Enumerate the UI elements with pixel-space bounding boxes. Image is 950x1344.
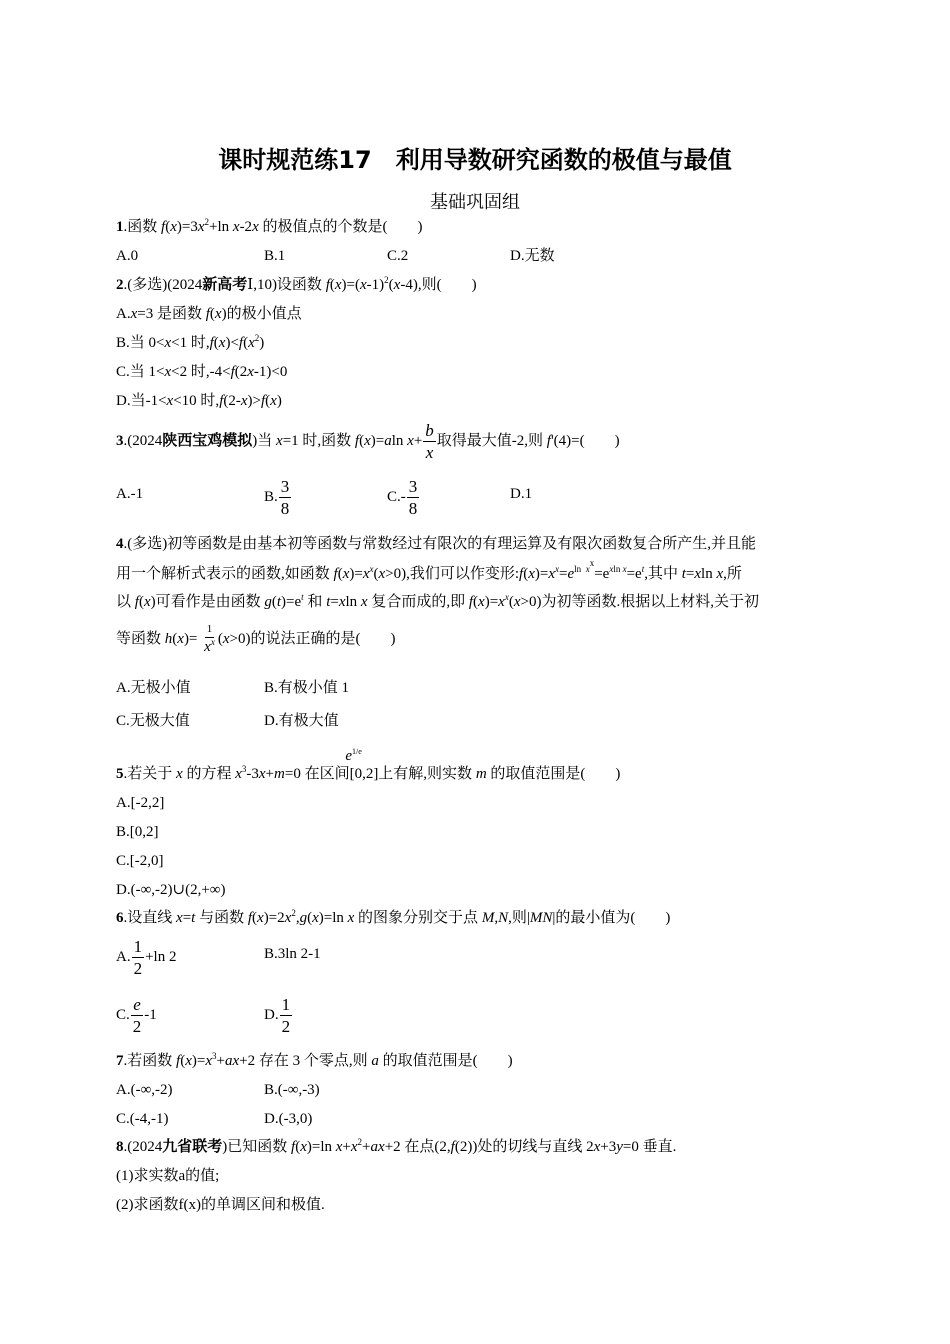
q1-option-b: B.1 [264, 248, 286, 264]
q4-option-c: C.无极大值 [116, 713, 190, 729]
q4-option-d: D.有极大值 $e^{1/e}$ [264, 713, 362, 764]
q3-option-c: C.- $\frac{3}{8}$ [387, 477, 418, 518]
q2-option-c: C.当 1<x<2 时,-4<f(2x-1)<0 [116, 364, 288, 380]
q7-option-c: C.(-4,-1) [116, 1111, 169, 1127]
q5-option-a: A.[-2,2] [116, 795, 165, 811]
q3-option-b: B. $\frac{3}{8}$ [264, 477, 290, 518]
page-title: 课时规范练17 利用导数研究函数的极值与最值 [218, 146, 732, 174]
question-3-stem: 3.(2024陕西宝鸡模拟)当 x=1 时,函数 f(x)=aln x+ $\frac{b}{x}$ 取得最大值-2,则 f'(4)=( ) [116, 421, 620, 462]
question-7-stem: 7.若函数 $f(x)=x^3+ax+2$ 存在 3 个零点,则 a 的取值范围是( ) [116, 1051, 513, 1069]
q2-option-d: D.当-1<x<10 时,f(2-x)>f(x) [116, 393, 282, 409]
q7-option-d: D.(-3,0) [264, 1111, 313, 1127]
q3-option-d: D.1 [510, 486, 533, 502]
q2-option-b: B.当 0<x<1 时$,f(x)<f(x^2)$ [116, 333, 265, 351]
question-2-stem: 2.(多选)(2024新高考Ⅰ,10)设函数 $f(x)=(x-1)^2(x-4)$,则( ) [116, 275, 477, 293]
question-4-line-4: 等函数 h(x)= $\frac{1}{x^x}$ (x>0)的说法正确的是( ) [116, 623, 396, 655]
q2-option-a: A.x=3 是函数 f(x)的极小值点 [116, 306, 302, 322]
question-5-stem: 5.若关于 x 的方程 $x^3-3x+m=0$ 在区间[0,2]上有解,则实数 m 的取值范围是( ) [116, 764, 621, 782]
q7-option-a: A.(-∞,-2) [116, 1082, 173, 1098]
question-4-line-1: 4.(多选)初等函数是由基本初等函数与常数经过有限次的有理运算及有限次函数复合所产生,并且能 [116, 536, 756, 552]
q6-option-c: C. $\frac{e}{2}$ -1 [116, 995, 157, 1036]
q3-option-a: A.-1 [116, 486, 144, 502]
q6-option-d: D. $\frac{1}{2}$ [264, 995, 291, 1036]
q1-option-c: C.2 [387, 248, 409, 264]
q6-option-b: B.3ln 2-1 [264, 946, 321, 962]
q4-option-b: B.有极小值 1 [264, 680, 350, 696]
q5-option-b: B.[0,2] [116, 824, 159, 840]
question-8-stem: 8.(2024九省联考)已知函数 f(x)=ln $x+x^2+ax+2$ 在点(2,f(2))处的切线与直线 2x+3y=0 垂直. [116, 1137, 677, 1155]
q6-option-a: A. $\frac{1}{2}$ +ln 2 [116, 937, 177, 978]
q1-option-a: A.0 [116, 248, 139, 264]
q5-option-c: C.[-2,0] [116, 853, 164, 869]
q5-option-d: D.(-∞,-2)∪(2,+∞) [116, 882, 226, 898]
section-subtitle: 基础巩固组 [430, 192, 520, 213]
question-6-stem: 6.设直线 x=t 与函数 $f(x)=2x^2,g(x)=\ln$ x 的图象分别交于点 M,N,则|MN|的最小值为( ) [116, 908, 671, 926]
question-4-line-3: 以 f(x)可看作是由函数 $g(t)=e^t$ 和 t=xln x 复合而成的,即 $f(x)=x^x(x>0)$为初等函数.根据以上材料,关于初 [116, 592, 759, 610]
q1-option-d: D.无数 [510, 248, 555, 264]
q8-part-1: (1)求实数a的值; [116, 1168, 220, 1184]
q7-option-b: B.(-∞,-3) [264, 1082, 320, 1098]
question-1-stem: 1.函数 $f(x)=3x^2+\ln$ x-2x 的极值点的个数是( ) [116, 217, 423, 235]
q4-option-a: A.无极小值 [116, 680, 191, 696]
q8-part-2: (2)求函数f(x)的单调区间和极值. [116, 1197, 325, 1213]
question-4-line-2: 用一个解析式表示的函数,如函数 $f(x)=x^x(x>0)$,我们可以作变形$:f(x)=x^x=e^{ln x^x}=e^{xln x}=e^t$,其中 t=xln x,所 [116, 558, 742, 582]
